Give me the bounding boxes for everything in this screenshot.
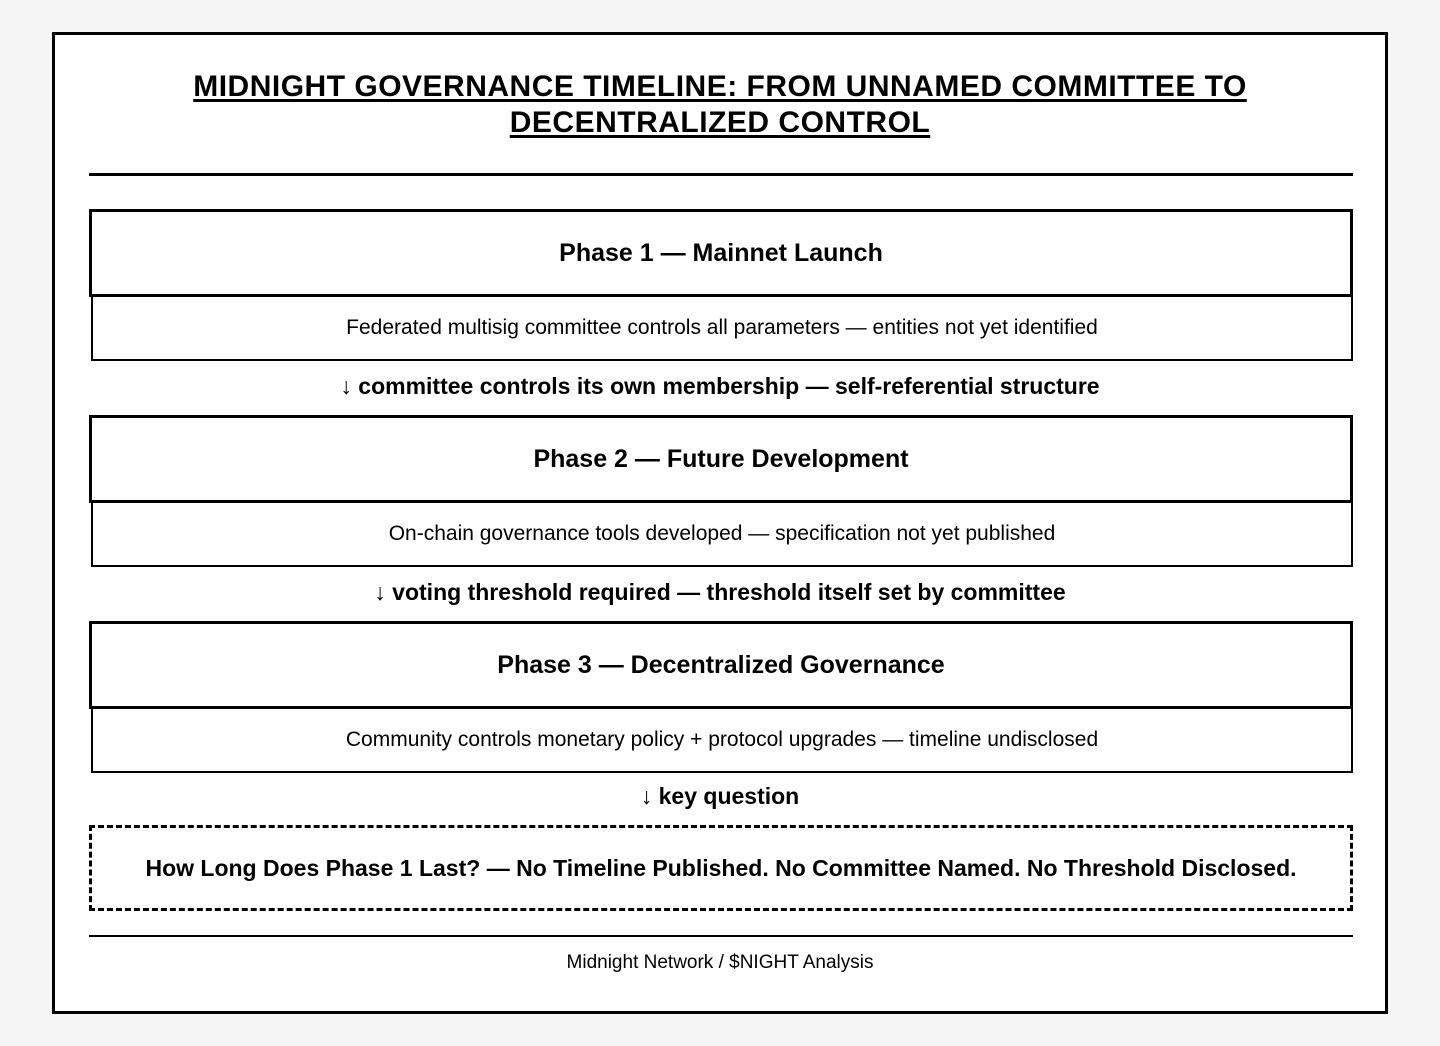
key-question-box: How Long Does Phase 1 Last? — No Timeline Published. No Committee Named. No Threshold Disclosed.: [89, 825, 1353, 911]
phase-1-description: Federated multisig committee controls all parameters — entities not yet identified: [91, 297, 1353, 361]
title-line-1: MIDNIGHT GOVERNANCE TIMELINE: FROM UNNAMED COMMITTEE TO: [193, 70, 1247, 103]
phase-1-heading: Phase 1 — Mainnet Launch: [89, 209, 1353, 297]
phase-2-heading: Phase 2 — Future Development: [89, 415, 1353, 503]
diagram-frame: [52, 32, 1388, 1014]
footer-source: Midnight Network / $NIGHT Analysis: [566, 952, 874, 973]
title-divider: [89, 173, 1353, 176]
footer-divider: [89, 935, 1353, 937]
phase-3-heading: Phase 3 — Decentralized Governance: [89, 621, 1353, 709]
phase-3-description: Community controls monetary policy + protocol upgrades — timeline undisclosed: [91, 709, 1353, 773]
diagram-title: [55, 69, 1385, 141]
connector-key-question: ↓ key question: [640, 783, 800, 809]
title-line-2: DECENTRALIZED CONTROL: [509, 106, 931, 139]
connector-phase-2-to-3: ↓ voting threshold required — threshold itself set by committee: [374, 579, 1066, 605]
connector-phase-1-to-2: ↓ committee controls its own membership — self-referential structure: [340, 373, 1100, 399]
phase-2-description: On-chain governance tools developed — specification not yet published: [91, 503, 1353, 567]
